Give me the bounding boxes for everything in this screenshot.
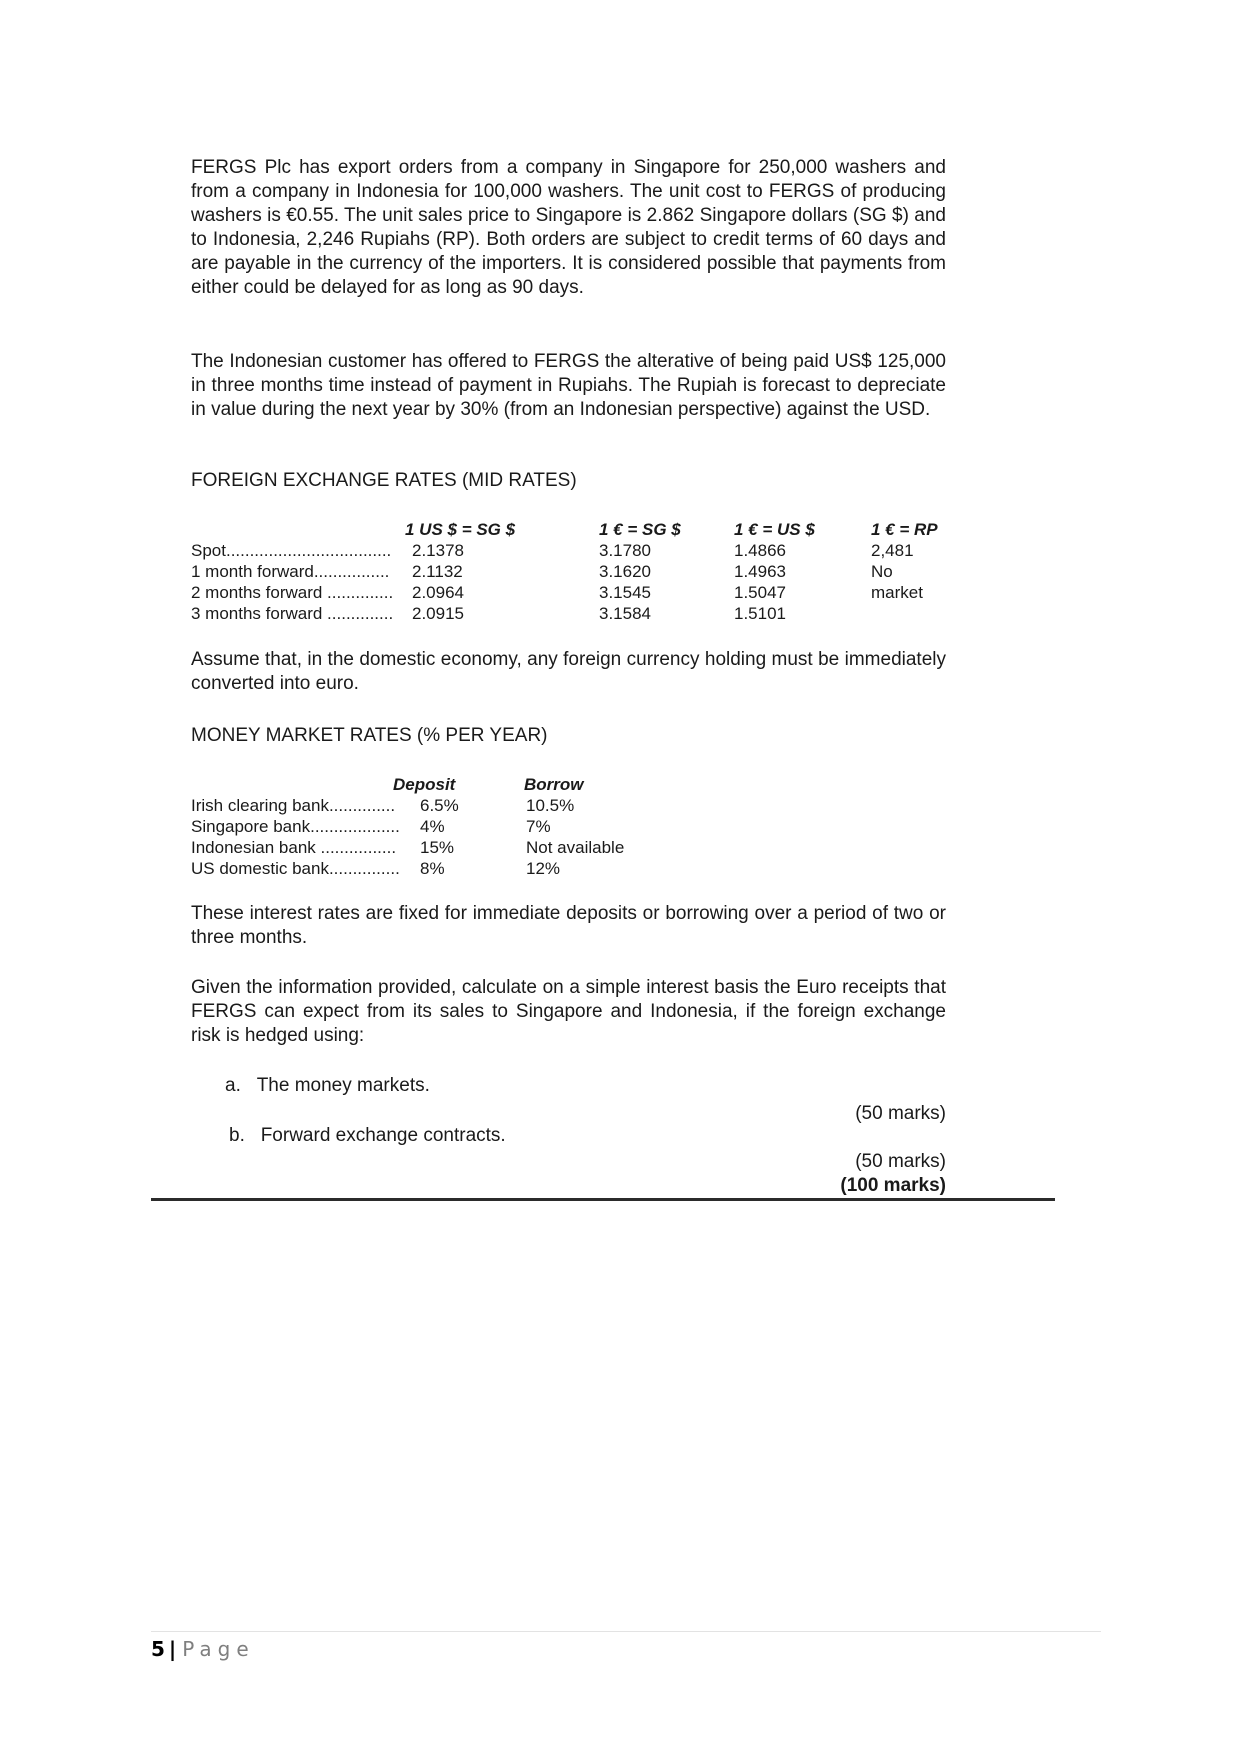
fx-cell: 2.1378 [412, 541, 464, 560]
mm-row-label: Singapore bank................... [191, 817, 400, 836]
mm-row-us [191, 858, 791, 879]
fx-cell: 1.5047 [734, 583, 786, 602]
mm-cell-deposit: 8% [420, 859, 445, 878]
fx-cell: 2,481 [871, 541, 914, 560]
fx-cell: market [871, 583, 923, 602]
mm-row-indonesian [191, 837, 791, 858]
mm-cell-borrow: 7% [526, 817, 551, 836]
mm-cell-borrow: 10.5% [526, 796, 575, 815]
paragraph-question: Given the information provided, calculate on a simple interest basis the Euro receipts that FERGS can expect from its sales to Singapore and Indonesia, if the foreign exchange risk is hedged using: [191, 977, 946, 1046]
fx-header-eur-rp: 1 € = RP [871, 520, 938, 539]
mm-cell-borrow: Not available [526, 838, 625, 857]
mm-row-label: US domestic bank............... [191, 859, 400, 878]
fx-table-title: FOREIGN EXCHANGE RATES (MID RATES) [191, 470, 577, 491]
fx-cell: 1.4866 [734, 541, 786, 560]
mm-row-label: Indonesian bank ................ [191, 838, 397, 857]
footer-divider [151, 1631, 1101, 1632]
question-b-label: b. [229, 1125, 245, 1146]
fx-row-label: 3 months forward .............. [191, 604, 394, 623]
paragraph-indonesian-offer: The Indonesian customer has offered to FERGS the alterative of being paid US$ 125,000 in three months time instead of payment in Rupiahs. The Rupiah is forecast to depreciate in value during the next year by 30% (from an Indonesian perspective) against the USD. [191, 351, 946, 420]
fx-cell: 2.0915 [412, 604, 464, 623]
page-word: Page [182, 1637, 255, 1661]
mm-header-deposit: Deposit [393, 775, 456, 794]
fx-header-usd-sgd: 1 US $ = SG $ [405, 520, 516, 539]
mm-header-borrow: Borrow [524, 775, 584, 794]
section-divider [151, 1198, 1055, 1201]
question-a-marks: (50 marks) [855, 1103, 946, 1124]
fx-row-3-months [191, 603, 971, 624]
fx-row-2-months [191, 582, 971, 603]
paragraph-assumption: Assume that, in the domestic economy, any foreign currency holding must be immediately converted into euro. [191, 649, 946, 694]
mm-cell-borrow: 12% [526, 859, 561, 878]
question-a-text: The money markets. [256, 1075, 430, 1096]
fx-cell: 1.4963 [734, 562, 786, 581]
paragraph-interest-note: These interest rates are fixed for immediate deposits or borrowing over a period of two or three months. [191, 903, 946, 948]
mm-cell-deposit: 4% [420, 817, 445, 836]
question-b-text: Forward exchange contracts. [260, 1125, 506, 1146]
fx-cell: 3.1620 [599, 562, 651, 581]
fx-header-eur-sgd: 1 € = SG $ [599, 520, 681, 539]
fx-row-label: 1 month forward................ [191, 562, 390, 581]
fx-cell: 3.1780 [599, 541, 651, 560]
mm-row-singapore [191, 816, 791, 837]
fx-cell: 1.5101 [734, 604, 786, 623]
mm-row-label: Irish clearing bank.............. [191, 796, 396, 815]
fx-cell: 3.1545 [599, 583, 651, 602]
question-a [225, 1074, 430, 1098]
question-a-label: a. [225, 1075, 241, 1096]
page-footer [151, 1637, 255, 1661]
fx-header-eur-usd: 1 € = US $ [734, 520, 815, 539]
paragraph-intro: FERGS Plc has export orders from a company in Singapore for 250,000 washers and from a company in Indonesia for 100,000 washers. The unit cost to FERGS of producing washers is €0.55. The unit sales price to Singapore is 2.862 Singapore dollars (SG $) and to Indonesia, 2,246 Rupiahs (RP). Both orders are subject to credit terms of 60 days and are payable in the currency of the importers. It is considered possible that payments from either could be delayed for as long as 90 days. [191, 157, 946, 298]
fx-cell: 2.1132 [412, 562, 463, 581]
fx-cell: 2.0964 [412, 583, 464, 602]
fx-cell: 3.1584 [599, 604, 651, 623]
fx-row-label: Spot................................... [191, 541, 392, 560]
fx-row-spot [191, 540, 971, 561]
footer-separator: | [168, 1637, 177, 1661]
page-number: 5 [151, 1637, 165, 1661]
question-b [229, 1124, 506, 1148]
mm-row-irish [191, 795, 791, 816]
mm-table-title: MONEY MARKET RATES (% PER YEAR) [191, 725, 548, 746]
mm-cell-deposit: 6.5% [420, 796, 459, 815]
fx-row-label: 2 months forward .............. [191, 583, 394, 602]
question-b-marks: (50 marks) [855, 1151, 946, 1172]
fx-row-1-month [191, 561, 971, 582]
mm-cell-deposit: 15% [420, 838, 455, 857]
fx-cell: No [871, 562, 893, 581]
total-marks: (100 marks) [840, 1175, 946, 1196]
